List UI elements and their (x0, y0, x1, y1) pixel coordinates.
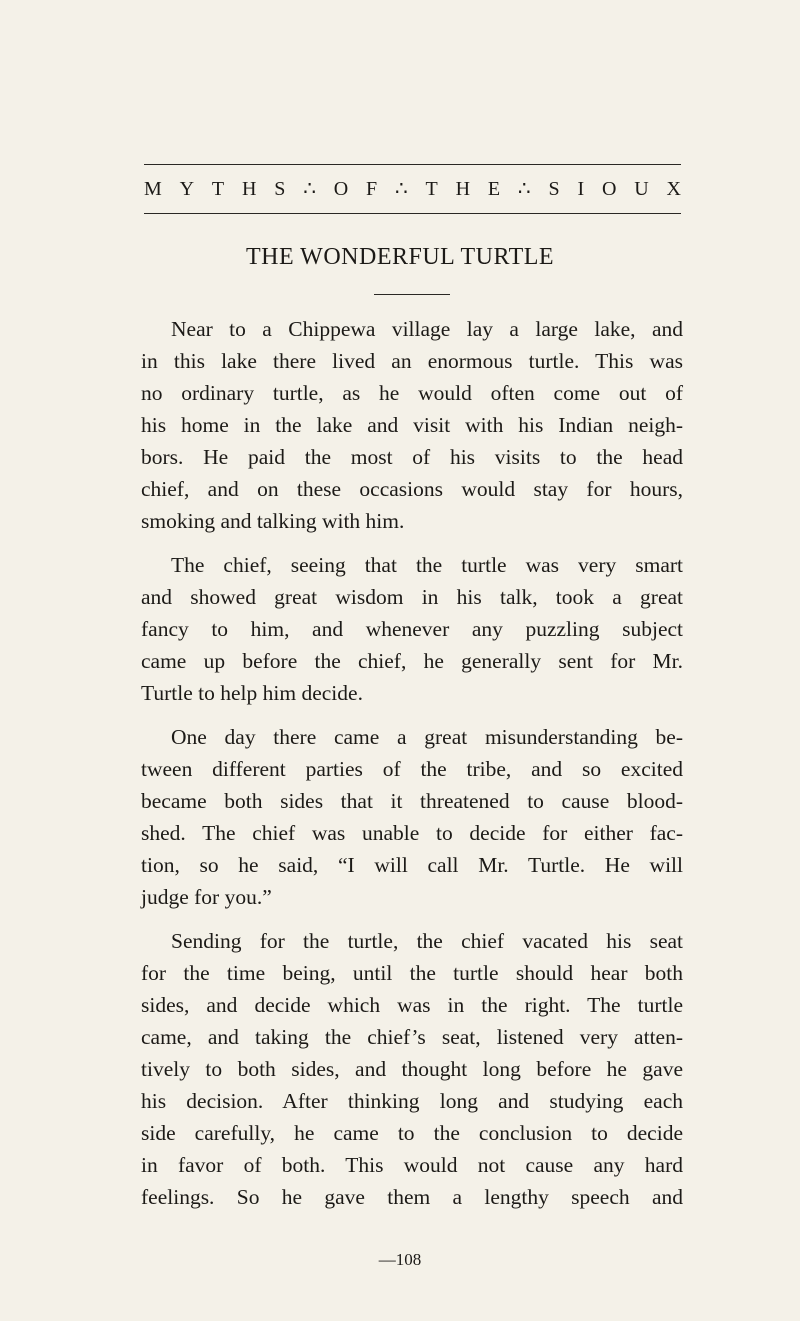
text-line: chief, and on these occasions would stay for hours, (141, 477, 683, 501)
text-line: for the time being, until the turtle should hear both (141, 961, 683, 985)
text-line: side carefully, he came to the conclusion to decide (141, 1121, 683, 1145)
text-line: came, and taking the chief’s seat, listened very atten- (141, 1025, 683, 1049)
text-line: smoking and talking with him. (141, 509, 405, 533)
body-text (141, 313, 683, 1225)
text-line: Turtle to help him decide. (141, 681, 363, 705)
text-line: and showed great wisdom in his talk, took a great (141, 585, 683, 609)
running-head-letter: T (425, 178, 438, 200)
text-line: shed. The chief was unable to decide for either fac- (141, 821, 683, 845)
text-line: tively to both sides, and thought long before he gave (141, 1057, 683, 1081)
running-head-letter: F (366, 178, 378, 200)
text-line: feelings. So he gave them a lengthy speech and (141, 1185, 683, 1209)
text-line: judge for you.” (141, 885, 272, 909)
running-head-title (144, 174, 681, 204)
page-number: —108 (378, 1250, 422, 1269)
running-head-letter: X (666, 178, 681, 200)
text-line: tion, so he said, “I will call Mr. Turtle. He will (141, 853, 683, 877)
running-head-letter: O (333, 178, 349, 200)
running-head-letter: U (634, 178, 649, 200)
running-head-letter: M (144, 178, 162, 200)
text-line: tween different parties of the tribe, and so excited (141, 757, 683, 781)
text-line: in this lake there lived an enormous turtle. This was (141, 349, 683, 373)
paragraph-4 (141, 925, 683, 1213)
running-head-letter: S (274, 178, 286, 200)
text-line: his decision. After thinking long and studying each (141, 1089, 683, 1113)
paragraph-1 (141, 313, 683, 537)
running-head-letter: T (211, 178, 225, 200)
text-line: bors. He paid the most of his visits to the head (141, 445, 683, 469)
running-head-bottom-rule (144, 213, 681, 214)
paragraph-3 (141, 721, 683, 913)
running-head-letter: H (241, 178, 257, 200)
text-line: One day there came a great misunderstanding be- (171, 725, 683, 749)
text-line: Sending for the turtle, the chief vacated his seat (171, 929, 683, 953)
running-head-separator: ∴ (517, 178, 531, 200)
running-head-letter: I (577, 178, 585, 200)
title-divider (374, 294, 450, 295)
text-line: in favor of both. This would not cause any hard (141, 1153, 683, 1177)
text-line: became both sides that it threatened to cause blood- (141, 789, 683, 813)
text-line: fancy to him, and whenever any puzzling subject (141, 617, 683, 641)
running-head-separator: ∴ (394, 178, 408, 200)
chapter-title: THE WONDERFUL TURTLE (245, 244, 555, 270)
running-head-separator: ∴ (303, 178, 316, 200)
running-head-letter: E (487, 178, 501, 200)
text-line: Near to a Chippewa village lay a large lake, and (171, 317, 683, 341)
running-head-letter: H (455, 178, 471, 200)
running-head (144, 164, 681, 216)
text-line: no ordinary turtle, as he would often come out of (141, 381, 683, 405)
running-head-letter: S (548, 178, 560, 200)
running-head-top-rule (144, 164, 681, 165)
running-head-letter: Y (179, 178, 195, 200)
paragraph-2 (141, 549, 683, 709)
text-line: The chief, seeing that the turtle was very smart (171, 553, 683, 577)
text-line: his home in the lake and visit with his Indian neigh- (141, 413, 683, 437)
text-line: sides, and decide which was in the right. The turtle (141, 993, 683, 1017)
text-line: came up before the chief, he generally sent for Mr. (141, 649, 683, 673)
running-head-letter: O (601, 178, 617, 200)
